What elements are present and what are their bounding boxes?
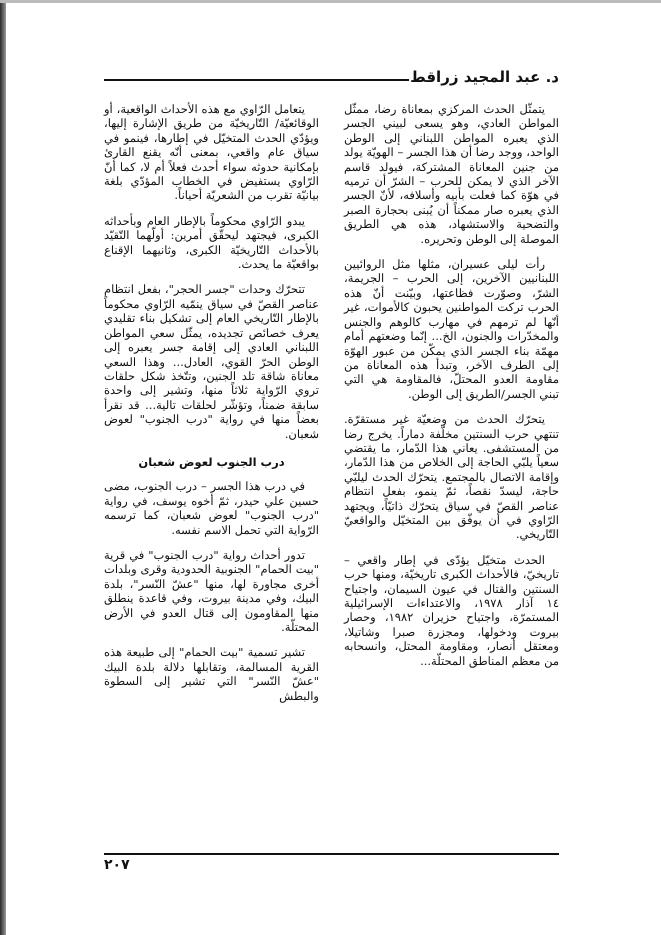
page-top-edge (0, 0, 661, 3)
author-name: د. عبد المجيد زراقط (410, 68, 559, 86)
section-heading: درب الجنوب لعوض شعبان (138, 454, 285, 469)
paragraph: الحدث متخيّل يؤدّى في إطار واقعي – تاريخيّ، فالأحداث الكبرى تاريخيّة، ومنها حرب السنتين والقتال في عيون السيمان، واجتياح ١٤ آذار ١٩٧٨، والاعتداءات الإسرائيلية المستمرّة، واجتياح حزيران ١٩٨٢، وحصار بيروت ودخولها، ومجزرة صبرا وشاتيلا، ومعتقل أنصار، ومقاومة المحتل، وانسحابه من معظم المناطق المحتلّة... (344, 552, 560, 668)
paragraph: تشير تسمية "بيت الحمام" إلى طبيعة هذه القرية المسالمة، وتقابلها دلالة بلدة البيك "عشّ النّسر" التي تشير إلى السطوة والبطش (104, 645, 319, 703)
paragraph: يبدو الرّاوي محكوماً بالإطار العام وبأحداثه الكبرى، فيجتهد ليحقّق أمرين: أولّهما التّقيّد بالأحداث التّاريخيّة الكبرى، وثانيهما الإقناع بواقعيّة ما يحدث. (104, 213, 319, 272)
running-header (104, 66, 559, 90)
paragraph: يتعامل الرّاوي مع هذه الأحداث الواقعية، أو الوقائعيّة/ التّاريخيّة من طريق الإشارة إليها، ويؤدّي الحدث المتخيّل في إطارها، فينمو في سياق عام واقعي، بمعنى أنّه يقنع القارئ بإمكانية حدوثه سواء أحدث فعلاً أم لا، كما أنّ الرّاوي يستفيض في الخطاب المؤدّي بلغة بيانيّة تقرب من الشعريّة أحياناً. (104, 102, 319, 203)
page-edge-shadow (0, 0, 6, 935)
paragraph: تدور أحداث رواية "درب الجنوب" في قرية "بيت الحمام" الجنوبية الحدودية وقرى وبلدات أخرى مجاورة لها، منها "عشّ النّسر"، بلدة البيك، وفي مدينة بيروت، وفي قاعدة ينطلق منها المقاومون إلى قتال العدو في الأرض المحتلّة. (104, 547, 319, 634)
page-number: ٢٠٧ (104, 857, 130, 873)
right-column (344, 102, 559, 679)
paragraph: يتمثّل الحدث المركزي بمعاناة رضا، ممثّل المواطن العادي، وهو يسعى لبيني الجسر الذي يعبره المواطن اللبناني إلى الوطن الواحد، ووجد رضا أن هذا الجسر – الهويّة يولد من جنين المعاناة المشتركة، فيولد قاسم الآخر الذي لا يمكن للحرب – الشرّ أن ترميه في هوّة كما فعلت بأبيه وأسلافه، لأنّ الجسر الذي يعبره صار ممكناً أن يُبنى بحجارة الصبر والتضحية والاستشهاد، هذه هي الطريق الموصلة إلى الوطن وتحريره. (344, 102, 559, 246)
footer-rule (104, 853, 559, 855)
paragraph: في درب هذا الجسر – درب الجنوب، مضى حسين علي حيدر، ثمّ أخوه يوسف، في رواية "درب الجنوب" لعوض شعبان، كما ترسمه الرّواية التي تحمل الاسم نفسه. (104, 479, 319, 537)
header-rule (104, 79, 409, 81)
paragraph: رأت ليلى عسيران، مثلها مثل الروائيين اللبنانيين الآخرين، إلى الحرب – الجريمة، الشرّ، وصوّرت فظاعتها، وبيّنت أنّ هذه الحرب تركت المواطنين يحبون كالأموات، غير أنّها لم ترمهم في مهارب كالوهم والجنس والمخدّرات والجنون، الخ... إنّما وضعتهم أمام مهمّة بناء الجسر الذي يمكّن من عبور الهوّة إلى الطرف الآخر، وتبدأ هذه المعاناة من مقاومة العدو المحتلّ، فالمقاومة هي التي تبني الجسر/الطريق إلى الوطن. (344, 257, 559, 401)
paragraph: تتحرّك وحدات "جسر الحجر"، بفعل انتظام عناصر القصّ في سياق ينمّيه الرّاوي محكوماً بالإطار التّاريخي العام إلى تشكيل بناء تقليدي يعرف خصائص تجديده، يمثّل سعي المواطن اللبناني العادي إلى إقامة جسر يعبره إلى الوطن الحرّ القوي، العادل... وهذا السعي معاناة شاقة تلد الجنين، وتتّخذ شكل حلقات تروي الرّواية ثلاثاً منها، وتشير إلى واحدة سابقة ضمناً، وتؤشّر لحلقات تالية... قد نقرأ بعضاً منها في رواية "درب الجنوب" لعوض شعبان. (104, 282, 319, 441)
paragraph: يتحرّك الحدث من وضعيّة غير مستقرّة. تنتهي حرب السنتين مخلّفة دماراً. يخرج رضا من المستشفى. يعاني هذا الدّمار، ما يقتضي سعياً يلبّي الحاجة إلى الخلاص من هذا الدّمار، وإقامة الاتصال بالمجتمع. يتحرّك الحدث ليلبّي حاجة، ليسدّ نقصاً، ثمّ ينمو، بفعل انتظام عناصر القصّ في سياق يتحرّك ذاتيّاً، ويجتهد الرّاوي في أن يوفّق بين المتخيّل والواقعيّ التّاريخي. (344, 412, 559, 542)
left-column (104, 102, 319, 714)
